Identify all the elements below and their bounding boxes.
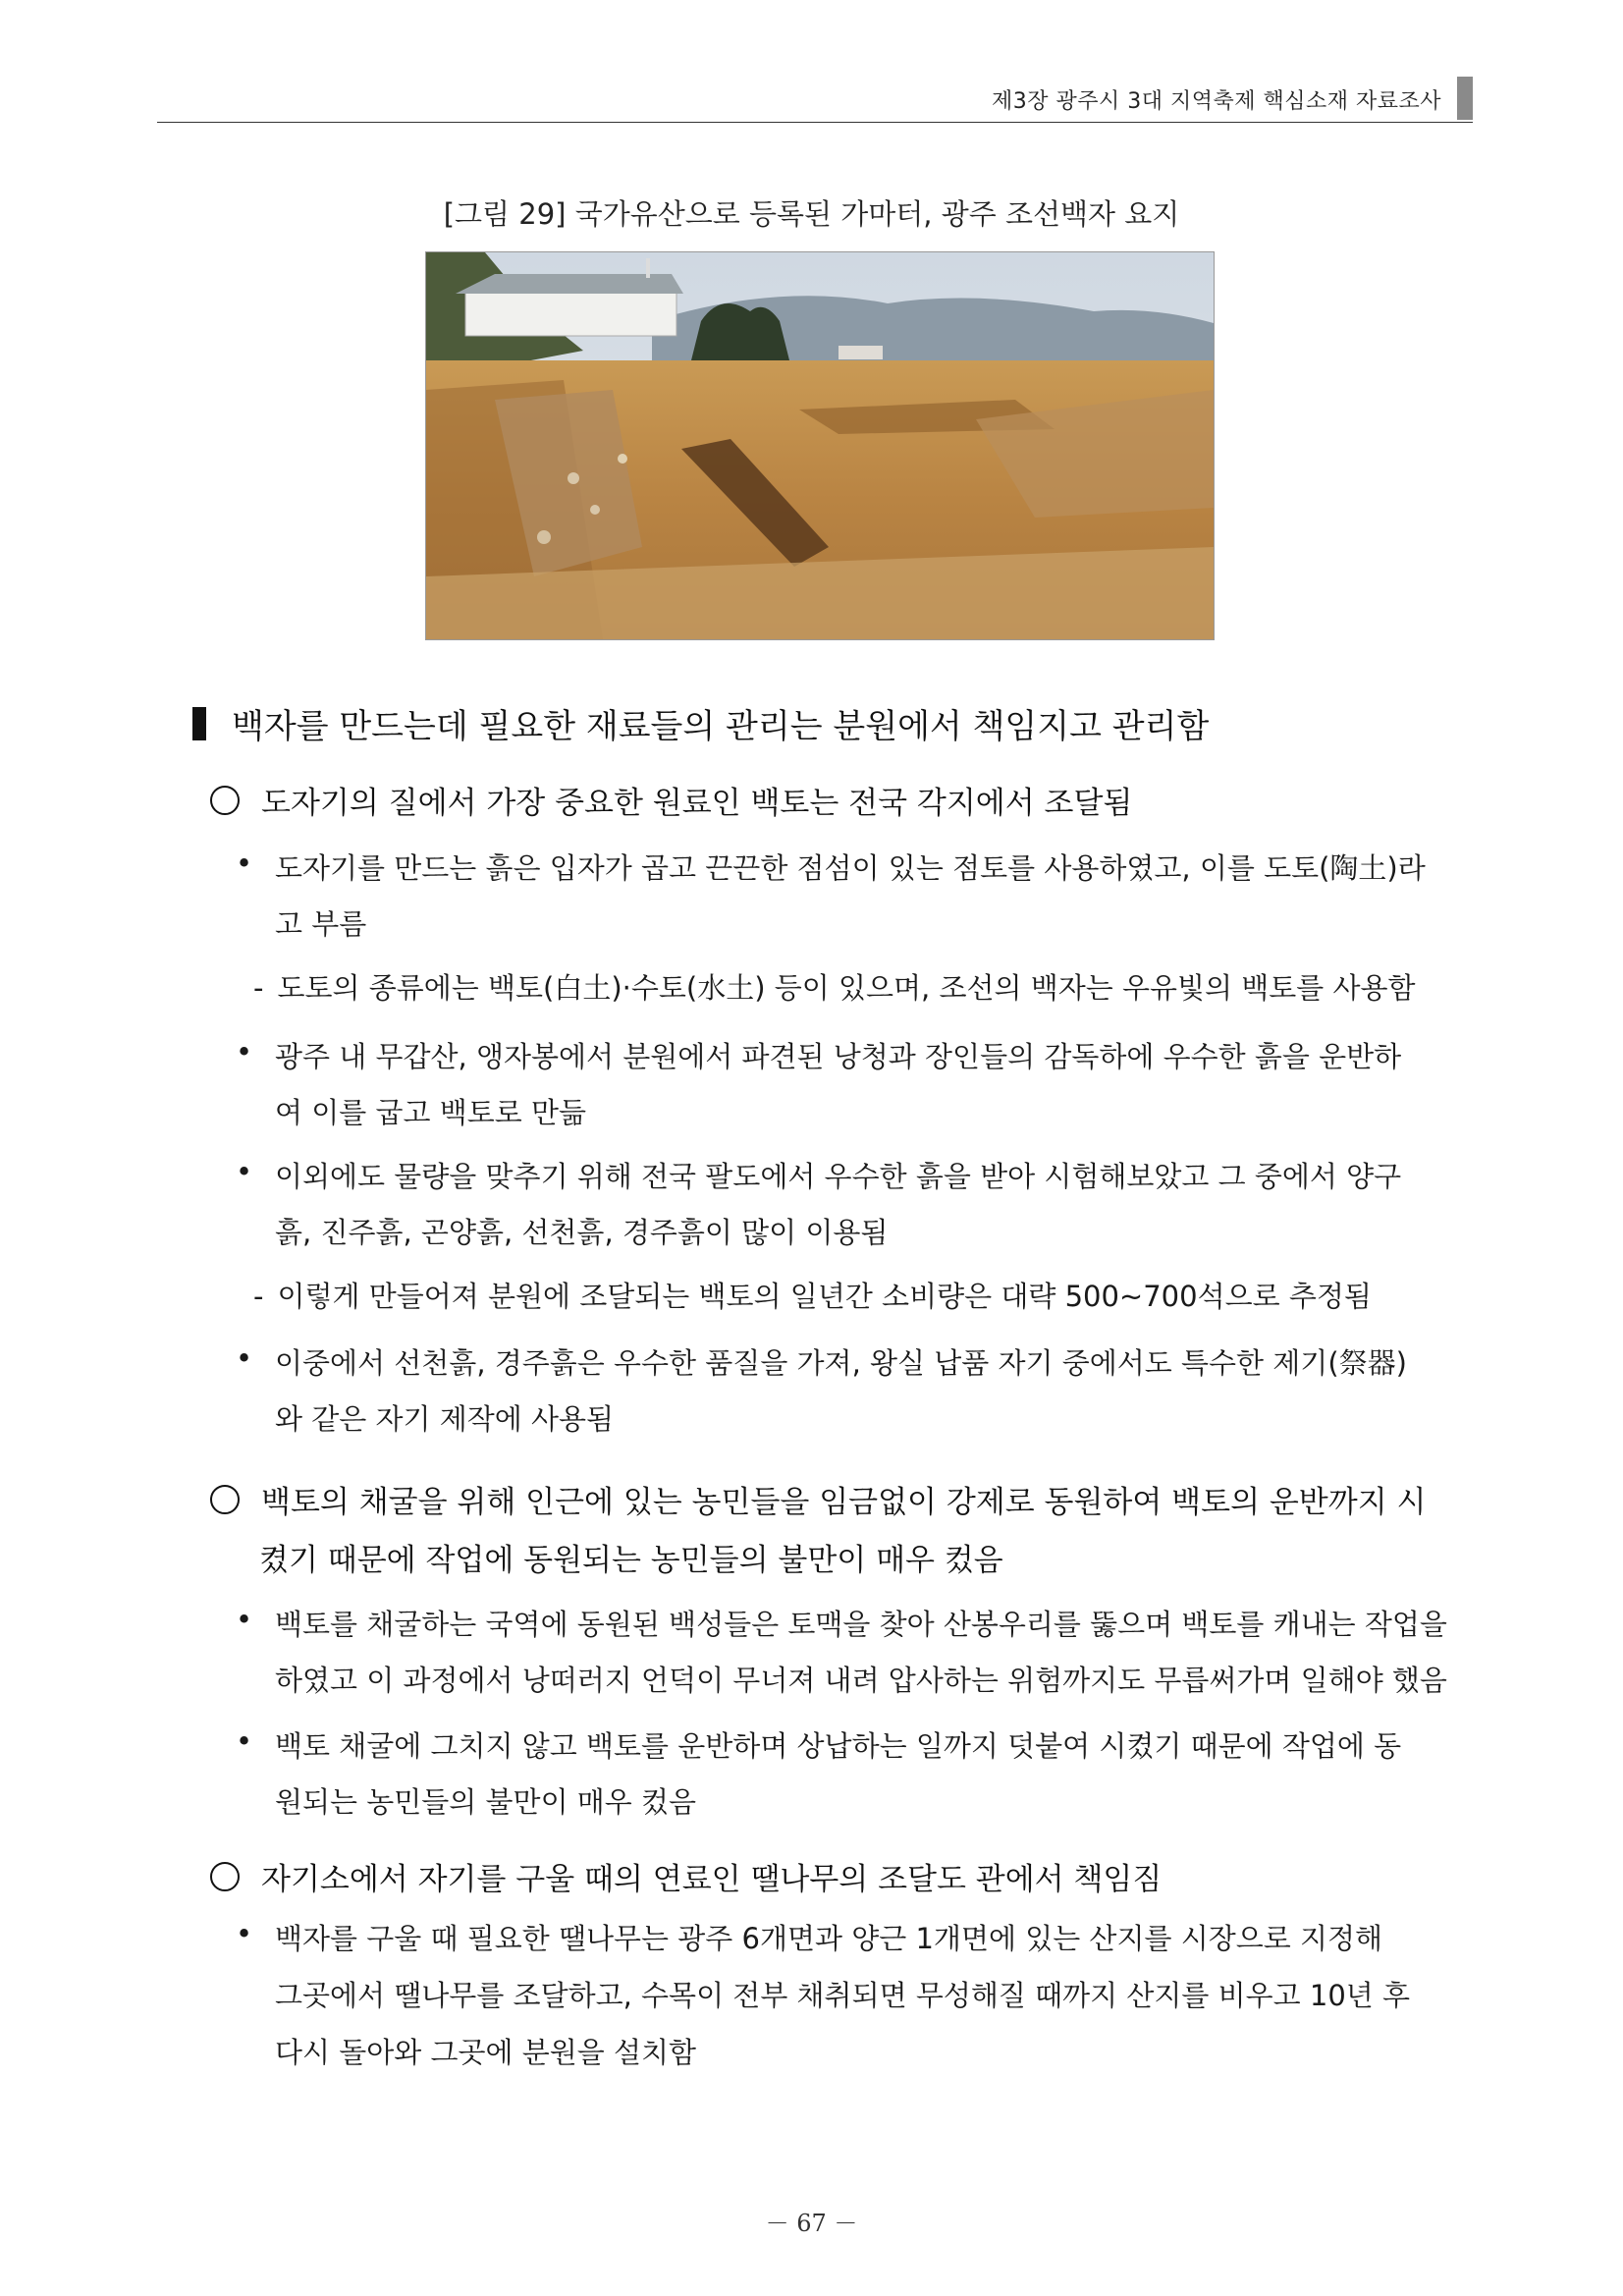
bullet-item <box>236 1155 1401 1195</box>
bullet-text: 광주 내 무갑산, 앵자봉에서 분원에서 파견된 낭청과 장인들의 감독하에 우수한 흙을 운반하 <box>275 1040 1402 1073</box>
bullet-marker: • <box>236 1724 253 1758</box>
bullet-text: 이외에도 물량을 맞추기 위해 전국 팔도에서 우수한 흙을 받아 시험해보았고 그 중에서 양구 <box>275 1160 1402 1193</box>
bullet-continuation: 와 같은 자기 제작에 사용됨 <box>275 1402 615 1436</box>
bullet-text: 백토 채굴에 그치지 않고 백토를 운반하며 상납하는 일까지 덧붙여 시켰기 때문에 작업에 동 <box>275 1729 1402 1763</box>
circle-marker-icon <box>210 786 240 815</box>
kiln-site-illustration <box>426 252 1214 639</box>
running-header <box>157 77 1473 123</box>
stone <box>568 472 579 484</box>
heading-square-icon <box>192 707 206 740</box>
bullet-item <box>236 1917 1382 1957</box>
section-heading <box>192 699 1209 747</box>
bullet-item <box>236 1035 1401 1075</box>
circle-item-text: 백토의 채굴을 위해 인근에 있는 농민들을 임금없이 강제로 동원하여 백토의 운반까지 시 <box>261 1485 1427 1520</box>
bullet-marker: • <box>236 1917 253 1950</box>
circle-item <box>210 778 1132 822</box>
bullet-continuation: 그곳에서 땔나무를 조달하고, 수목이 전부 채취되면 무성해질 때까지 산지를 비우고 10년 후 <box>275 1979 1411 2012</box>
section-heading-text: 백자를 만드는데 필요한 재료들의 관리는 분원에서 책임지고 관리함 <box>232 707 1210 746</box>
circle-marker-icon <box>210 1485 240 1514</box>
circle-item <box>210 1854 1162 1898</box>
circle-continuation: 켰기 때문에 작업에 동원되는 농민들의 불만이 매우 컸음 <box>259 1543 1003 1578</box>
bullet-item <box>236 847 1426 887</box>
bullet-item <box>236 1603 1447 1643</box>
bullet-continuation: 원되는 농민들의 불만이 매우 컸음 <box>275 1785 697 1819</box>
dash-text: 이렇게 만들어져 분원에 조달되는 백토의 일년간 소비량은 대략 500~700석으로 추정됨 <box>277 1280 1372 1313</box>
dash-text: 도토의 종류에는 백토(白土)·수토(水土) 등이 있으며, 조선의 백자는 우유빛의 백토를 사용함 <box>277 971 1416 1005</box>
bullet-text: 이중에서 선천흙, 경주흙은 우수한 품질을 가져, 왕실 납품 자기 중에서도 특수한 제기(祭器) <box>275 1346 1407 1380</box>
stone <box>537 530 551 544</box>
stone <box>590 505 600 515</box>
figure-caption: [그림 29] 국가유산으로 등록된 가마터, 광주 조선백자 요지 <box>443 197 1180 231</box>
chapter-title: 제3장 광주시 3대 지역축제 핵심소재 자료조사 <box>992 89 1441 114</box>
circle-item-text: 도자기의 질에서 가장 중요한 원료인 백토는 전국 각지에서 조달됨 <box>261 786 1133 821</box>
page-number: － 67 － <box>765 2210 858 2237</box>
bullet-marker: • <box>236 1603 253 1636</box>
circle-marker-icon <box>210 1862 240 1891</box>
bullet-marker: • <box>236 1341 253 1375</box>
circle-item <box>210 1477 1426 1521</box>
bullet-marker: • <box>236 847 253 880</box>
kiln-site-photo <box>425 251 1215 640</box>
bullet-text: 도자기를 만드는 흙은 입자가 곱고 끈끈한 점섬이 있는 점토를 사용하였고, 이를 도토(陶土)라 <box>275 851 1426 885</box>
bullet-continuation: 고 부름 <box>275 907 367 941</box>
church-cross <box>646 258 650 278</box>
bullet-continuation: 하였고 이 과정에서 낭떠러지 언덕이 무너져 내려 압사하는 위험까지도 무릅써가며 일해야 했음 <box>275 1664 1447 1697</box>
bullet-marker: • <box>236 1035 253 1068</box>
bullet-text: 백토를 채굴하는 국역에 동원된 백성들은 토맥을 찾아 산봉우리를 뚫으며 백토를 캐내는 작업을 <box>275 1608 1447 1641</box>
village-house <box>839 346 883 359</box>
stone <box>618 454 627 464</box>
dash-marker: - <box>253 971 264 1005</box>
dash-item <box>253 1275 1372 1315</box>
white-building <box>465 292 676 336</box>
dash-marker: - <box>253 1280 264 1313</box>
bullet-item <box>236 1724 1401 1765</box>
bullet-item <box>236 1341 1407 1382</box>
bullet-marker: • <box>236 1155 253 1188</box>
bullet-continuation: 여 이를 굽고 백토로 만듦 <box>275 1096 587 1129</box>
header-bar <box>1457 77 1473 120</box>
bullet-continuation: 다시 돌아와 그곳에 분원을 설치함 <box>275 2036 697 2069</box>
bullet-continuation: 흙, 진주흙, 곤양흙, 선천흙, 경주흙이 많이 이용됨 <box>275 1216 889 1249</box>
dash-item <box>253 966 1416 1007</box>
bullet-text: 백자를 구울 때 필요한 땔나무는 광주 6개면과 양근 1개면에 있는 산지를 시장으로 지정해 <box>275 1922 1383 1955</box>
circle-item-text: 자기소에서 자기를 구울 때의 연료인 땔나무의 조달도 관에서 책임짐 <box>261 1862 1163 1897</box>
